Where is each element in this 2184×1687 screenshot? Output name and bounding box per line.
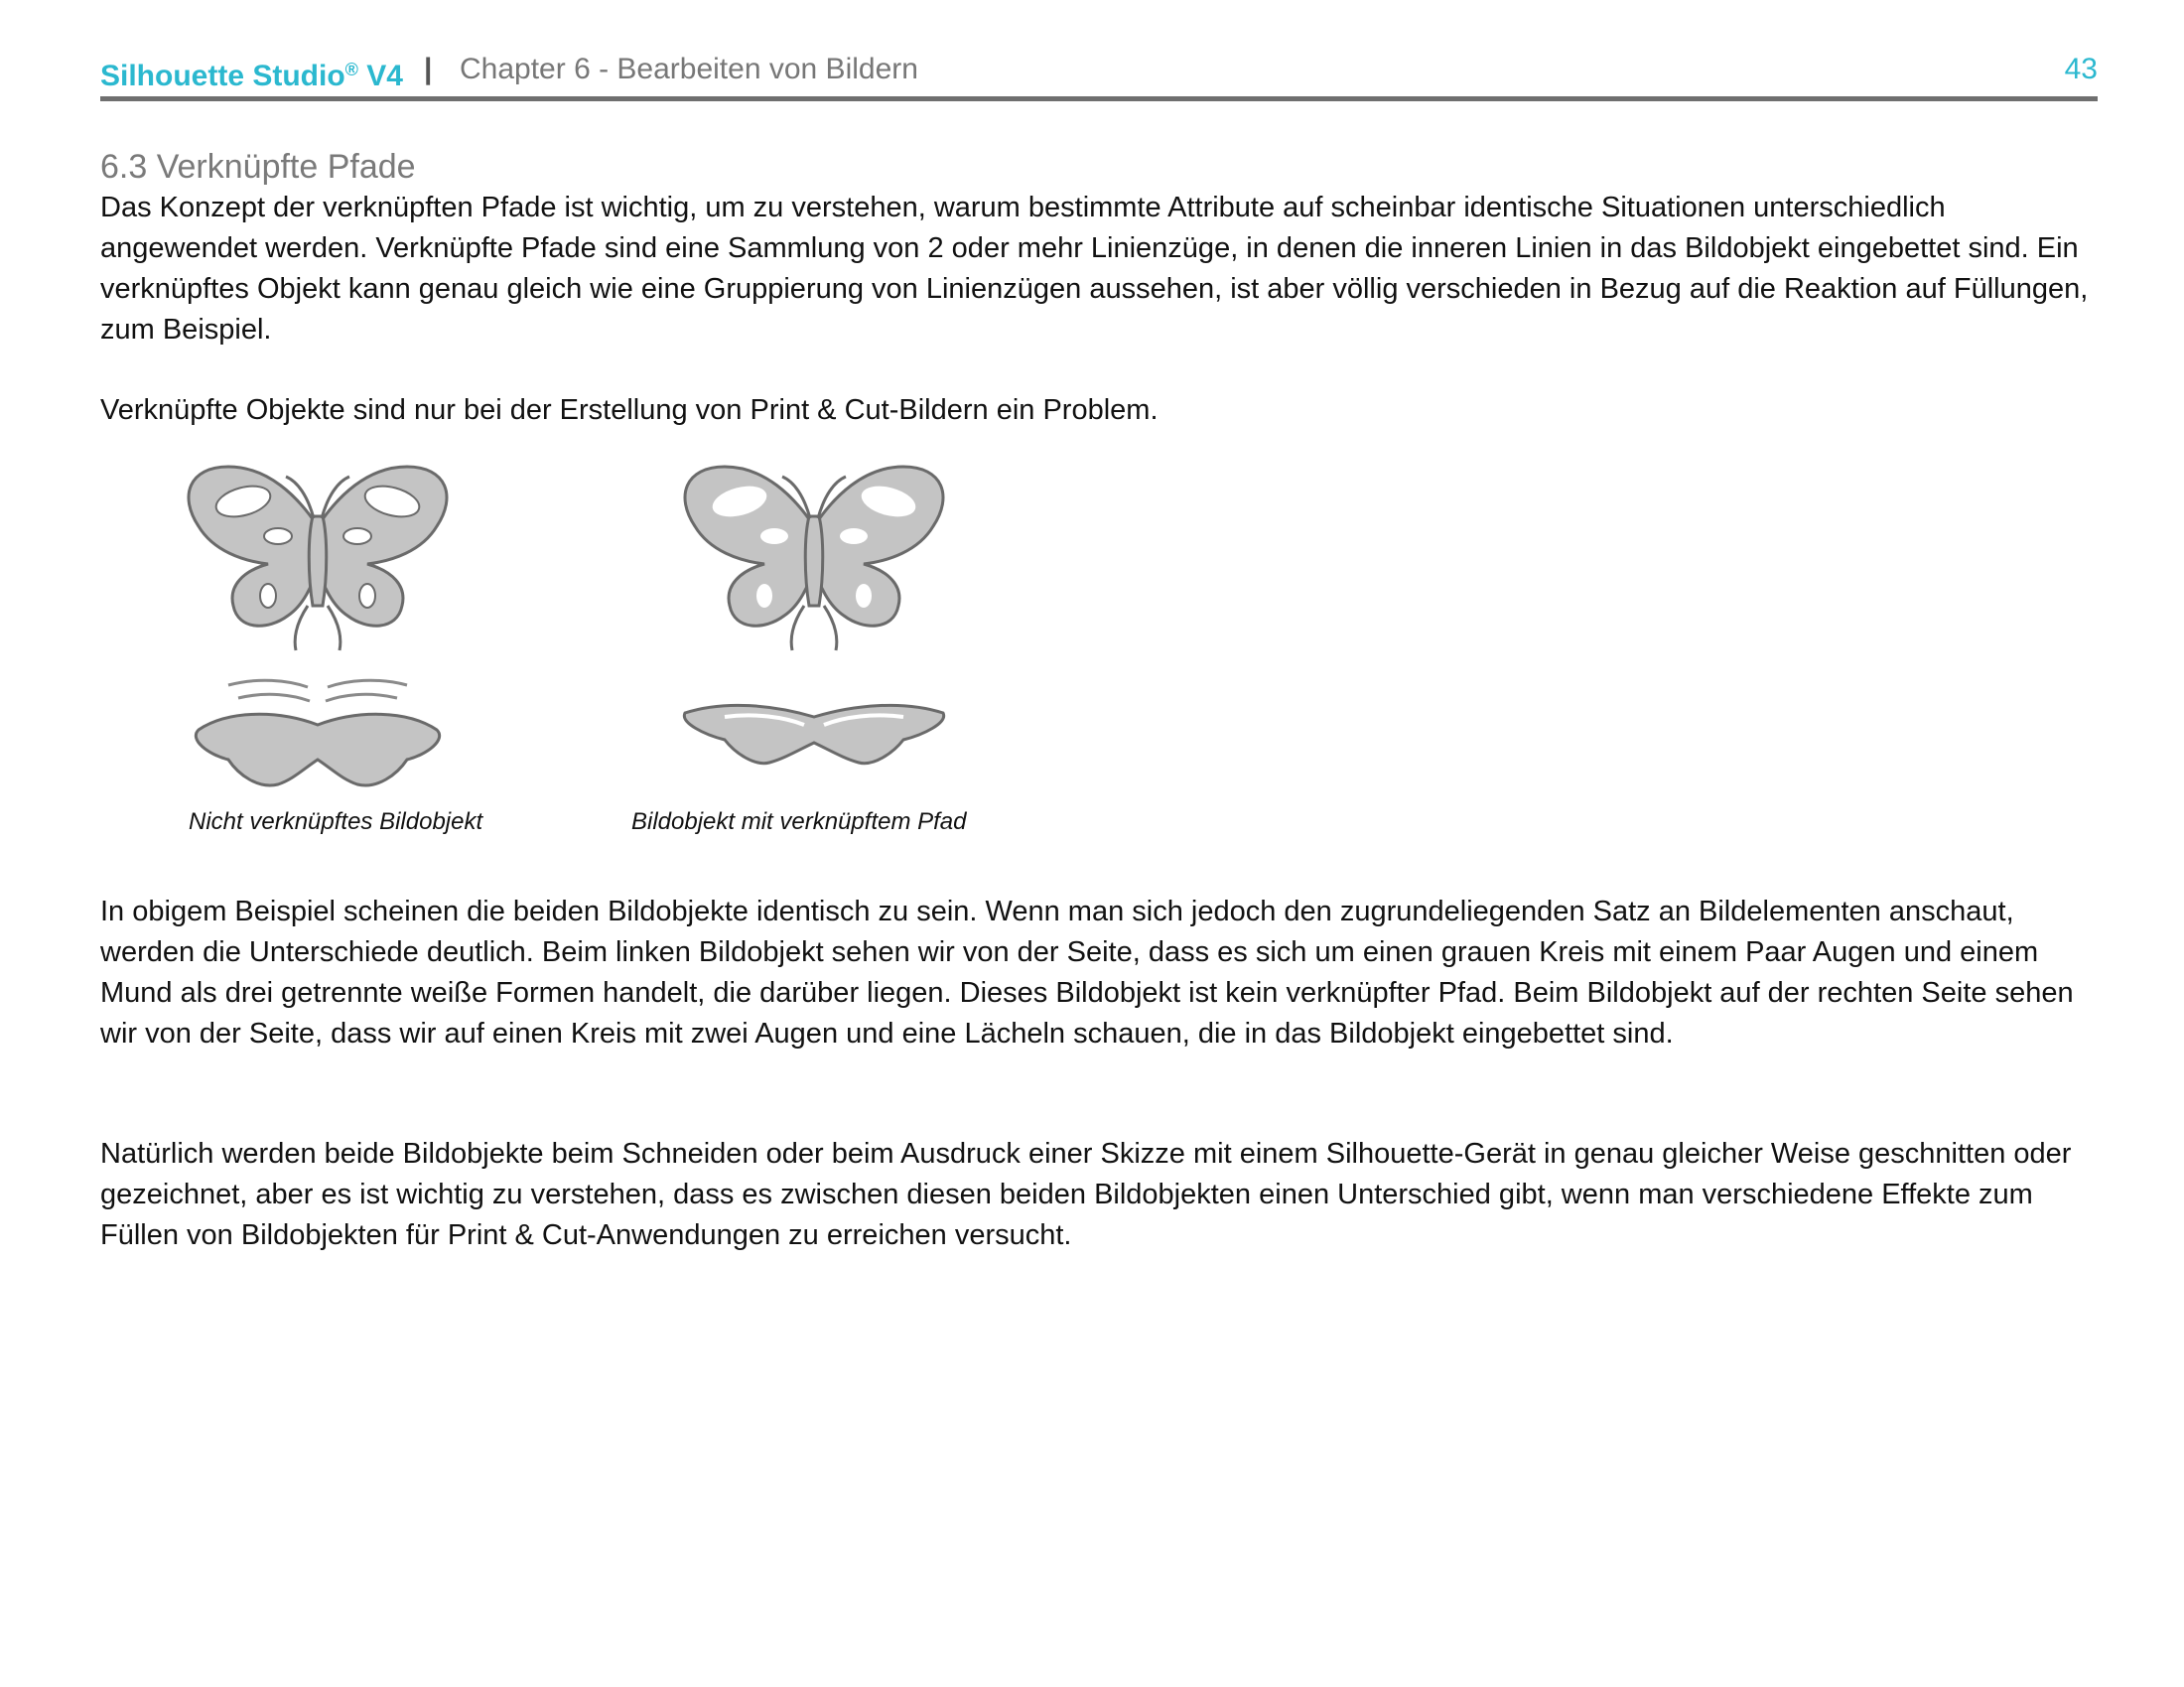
example-explanation-paragraph: In obigem Beispiel scheinen die beiden Bildobjekte identisch zu sein. Wenn man sich jedoch den zugrundeliegenden Satz an Bildelementen anschaut, werden die Unterschiede deutlich. Beim linken Bildobjekt sehen wir von der Seite, dass es sich um einen grauen Kreis mit einem Paar Augen und einem Mund als drei getrennte weiße Formen handelt, die darüber liegen. Dieses Bildobjekt ist kein verknüpfter Pfad. Beim Bildobjekt auf der rechten Seite sehen wir von der Seite, dass wir auf einen Kreis mit zwei Augen und eine Lächeln schauen, die in das Bildobjekt eingebettet sind. — [100, 896, 2074, 1050]
butterfly-unlinked-figure — [159, 457, 477, 804]
page-header — [100, 48, 2098, 91]
page-number: 43 — [2064, 53, 2098, 85]
header-rule — [100, 96, 2098, 101]
header-separator: | — [424, 53, 433, 85]
conclusion-paragraph: Natürlich werden beide Bildobjekte beim Schneiden oder beim Ausdruck einer Skizze mit einem Silhouette-Gerät in genau gleicher Weise geschnitten oder gezeichnet, aber es ist wichtig zu verstehen, dass es zwischen diesen beiden Bildobjekten einen Unterschied gibt, wenn man verschiedene Effekte zum Füllen von Bildobjekten für Print & Cut-Anwendungen zu erreichen versucht. — [100, 1138, 2072, 1251]
brand-title — [100, 48, 403, 98]
registered-mark: ® — [344, 60, 358, 79]
caption-unlinked: Nicht verknüpftes Bildobjekt — [189, 808, 483, 835]
brand-version: V4 — [357, 60, 403, 92]
section-title: 6.3 Verknüpfte Pfade — [100, 148, 416, 186]
chapter-title: Chapter 6 - Bearbeiten von Bildern — [460, 53, 918, 85]
print-cut-note: Verknüpfte Objekte sind nur bei der Erstellung von Print & Cut-Bildern ein Problem. — [100, 394, 1159, 426]
butterfly-linked-icon — [655, 457, 973, 804]
intro-paragraph: Das Konzept der verknüpften Pfade ist wichtig, um zu verstehen, warum bestimmte Attribute auf scheinbar identische Situationen unterschiedlich angewendet werden. Verknüpfte Pfade sind eine Sammlung von 2 oder mehr Linienzüge, in denen die inneren Linien in das Bildobjekt eingebettet sind. Ein verknüpftes Objekt kann genau gleich wie eine Gruppierung von Linienzügen aussehen, ist aber völlig verschieden in Bezug auf die Reaktion auf Füllungen, zum Beispiel. — [100, 192, 2089, 346]
butterfly-unlinked-icon — [159, 457, 477, 804]
butterfly-linked-figure — [655, 457, 973, 804]
caption-linked: Bildobjekt mit verknüpftem Pfad — [631, 808, 967, 835]
brand-name: Silhouette Studio — [100, 60, 345, 92]
